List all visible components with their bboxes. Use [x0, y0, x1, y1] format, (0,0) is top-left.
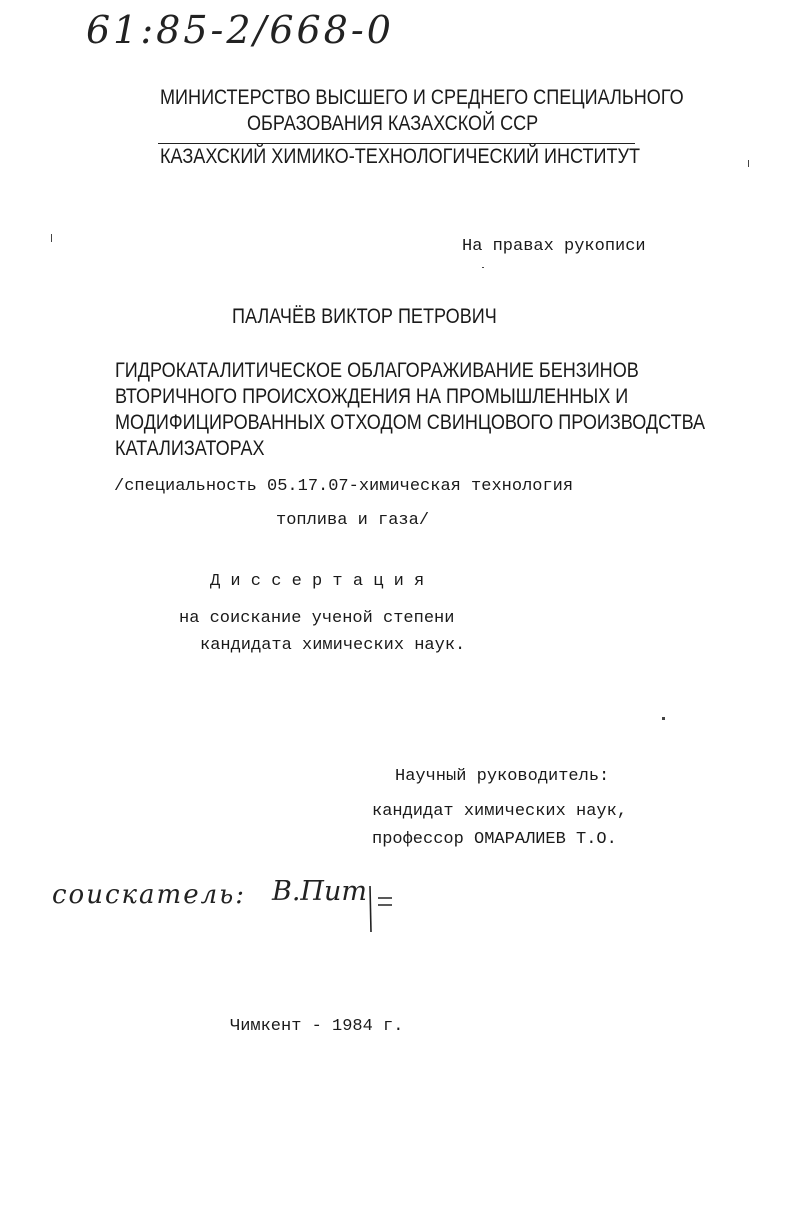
author-name: ПАЛАЧЁВ ВИКТОР ПЕТРОВИЧ	[232, 305, 497, 328]
scan-speck	[748, 160, 749, 167]
supervisor-heading: Научный руководитель:	[395, 767, 610, 786]
ministry-line-1: МИНИСТЕРСТВО ВЫСШЕГО И СРЕДНЕГО СПЕЦИАЛЬНОГО	[160, 86, 684, 109]
institute-name: КАЗАХСКИЙ ХИМИКО-ТЕХНОЛОГИЧЕСКИЙ ИНСТИТУТ	[160, 145, 641, 168]
applicant-signature: В.Пит	[272, 876, 367, 907]
title-line-1: ГИДРОКАТАЛИТИЧЕСКОЕ ОБЛАГОРАЖИВАНИЕ БЕНЗИНОВ	[115, 359, 639, 382]
signature-stroke-icon	[340, 880, 400, 940]
header-divider	[158, 143, 635, 144]
applicant-label: соискатель:	[52, 880, 247, 910]
title-line-3: МОДИФИЦИРОВАННЫХ ОТХОДОМ СВИНЦОВОГО ПРОИЗВОДСТВА	[115, 411, 706, 434]
specialty-line-1: /специальность 05.17.07-химическая технология	[114, 477, 574, 496]
title-line-4: КАТАЛИЗАТОРАХ	[115, 437, 265, 460]
title-line-2: ВТОРИЧНОГО ПРОИСХОЖДЕНИЯ НА ПРОМЫШЛЕННЫХ И	[115, 385, 629, 408]
supervisor-line-1: кандидат химических наук,	[372, 802, 628, 821]
supervisor-line-2: профессор ОМАРАЛИЕВ Т.О.	[372, 830, 617, 849]
scan-speck	[662, 717, 665, 720]
scan-speck	[482, 267, 484, 268]
archive-number: 61:85-2/668-0	[86, 8, 394, 52]
dissertation-heading: Д и с с е р т а ц и я	[210, 572, 425, 591]
degree-line-1: на соискание ученой степени	[179, 609, 455, 628]
ministry-line-2: ОБРАЗОВАНИЯ КАЗАХСКОЙ ССР	[247, 112, 539, 135]
degree-line-2: кандидата химических наук.	[200, 636, 466, 655]
place-year: Чимкент - 1984 г.	[230, 1017, 404, 1036]
specialty-line-2: топлива и газа/	[276, 511, 430, 530]
scan-speck	[51, 234, 52, 242]
rights-note: На правах рукописи	[462, 237, 646, 256]
